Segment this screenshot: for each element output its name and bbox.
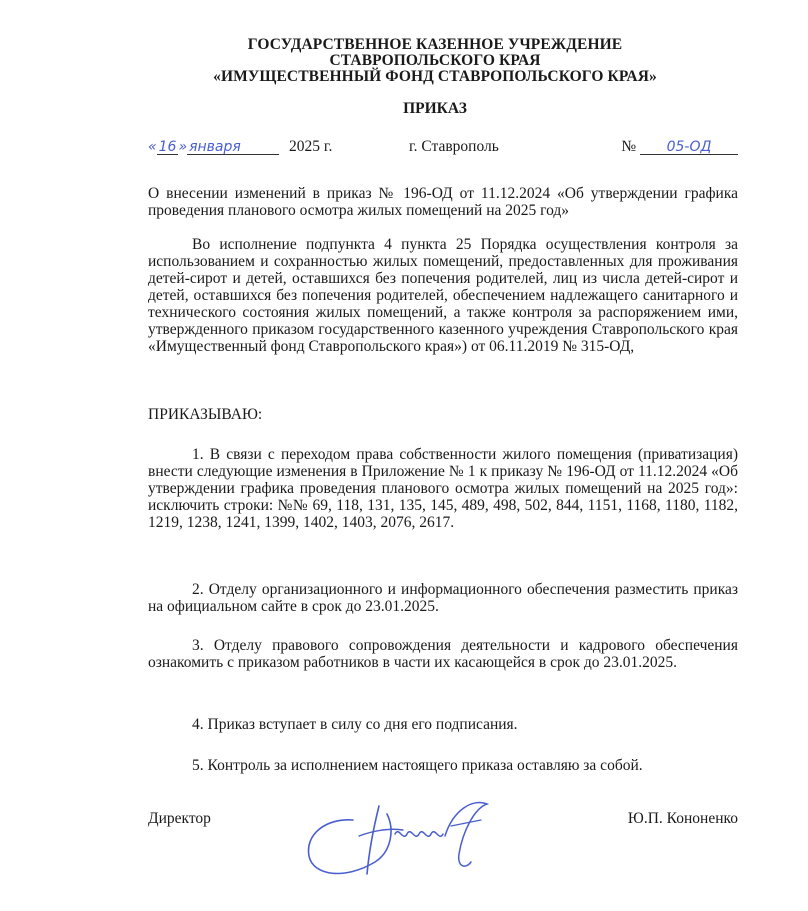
order-item-2: 2. Отделу организационного и информационного обеспечения разместить приказ на официальном сайте в срок до 23.01.2025.: [148, 581, 738, 615]
order-item-4: 4. Приказ вступает в силу со дня его подписания.: [192, 716, 518, 733]
number-sign: №: [621, 138, 637, 155]
org-line-3: «ИМУЩЕСТВЕННЫЙ ФОНД СТАВРОПОЛЬСКОГО КРАЯ»: [213, 68, 657, 85]
preamble-paragraph: Во исполнение подпункта 4 пункта 25 Порядка осуществления контроля за использованием и сохранностью жилых помещений, предоставленных для проживания детей-сирот и детей, оставшихся без попечения родителей, лиц из числа детей-сирот и детей, оставшихся без попечения родителей, обеспечением надлежащего санитарного и технического состояния жилых помещений, а также контроля за распоряжением ими, утвержденного приказом государственного казенного учреждения Ставропольского края «Имущественный фонд Ставропольского края») от 06.11.2019 № 315-ОД,: [148, 236, 738, 355]
signatory-name: Ю.П. Кононенко: [627, 810, 738, 827]
order-number: [621, 138, 738, 156]
order-meta-row: [148, 138, 738, 160]
org-line-2: СТАВРОПОЛЬСКОГО КРАЯ: [329, 52, 541, 69]
date-close-quote: »: [178, 139, 188, 155]
order-item-1: 1. В связи с переходом права собственности жилого помещения (приватизация) внести следующие изменения в Приложение № 1 к приказу № 196-ОД от 11.12.2024 «Об утверждении графика проведения планового осмотра жилых помещений на 2025 год»: исключить строки: №№ 69, 118, 131, 135, 145, 489, 498, 502, 844, 1151, 1168, 1180, 1182, 1219, 1238, 1241, 1399, 1402, 1403, 2076, 2617.: [148, 446, 738, 531]
handwritten-signature: [295, 790, 505, 885]
organization-header: [0, 37, 808, 85]
document-title: ПРИКАЗ: [403, 100, 467, 117]
order-item-5: 5. Контроль за исполнением настоящего приказа оставляю за собой.: [192, 757, 643, 774]
number-value: 05-ОД: [640, 140, 738, 155]
signatory-position: Директор: [148, 810, 211, 827]
order-item-3: 3. Отделу правового сопровождения деятельности и кадрового обеспечения ознакомить с приказом работников в части их касающейся в срок до 23.01.2025.: [148, 637, 738, 671]
date-month: января: [187, 140, 279, 155]
order-subject: О внесении изменений в приказ № 196-ОД от 11.12.2024 «Об утверждении графика проведения планового осмотра жилых помещений на 2025 год»: [148, 185, 738, 219]
order-keyword: ПРИКАЗЫВАЮ:: [148, 406, 263, 423]
date-year: 2025 г.: [288, 138, 333, 155]
order-city: г. Ставрополь: [409, 138, 499, 155]
order-date: [148, 138, 332, 156]
org-line-1: ГОСУДАРСТВЕННОЕ КАЗЕННОЕ УЧРЕЖДЕНИЕ: [247, 36, 623, 53]
date-open-quote: «: [148, 139, 157, 155]
date-day: 16: [158, 139, 177, 155]
